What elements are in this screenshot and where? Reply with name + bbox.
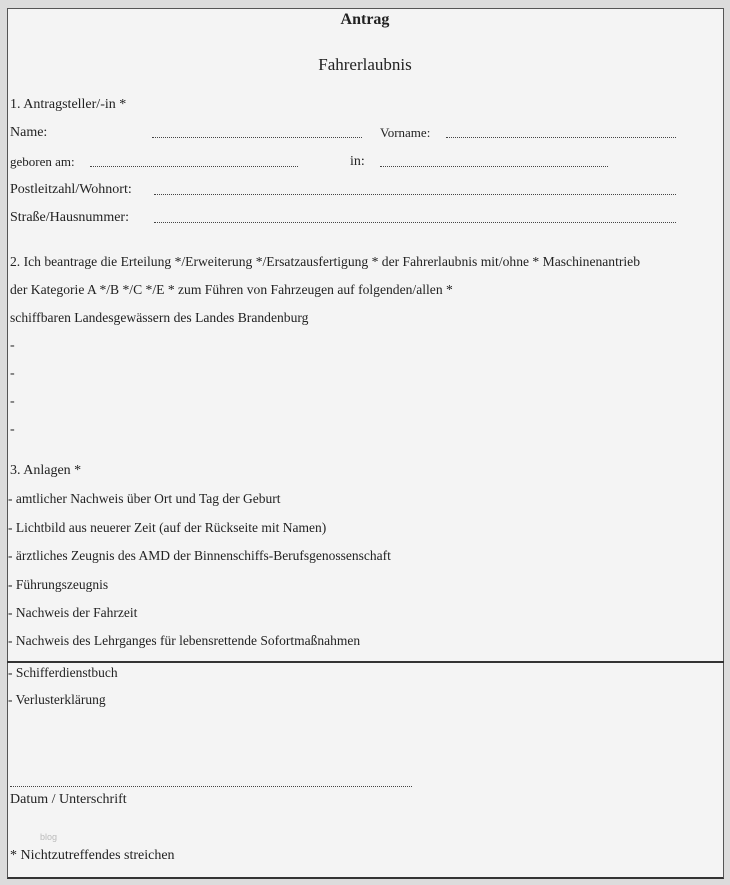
attachment-item: - Schifferdienstbuch [8, 665, 118, 680]
plz-field[interactable] [154, 194, 676, 195]
geburtsort-field[interactable] [380, 166, 608, 167]
strasse-label: Straße/Hausnummer: [10, 210, 129, 225]
geboren-field[interactable] [90, 166, 298, 167]
geburtsort-label: in: [350, 154, 365, 169]
signature-label: Datum / Unterschrift [10, 792, 127, 807]
vorname-field[interactable] [446, 137, 676, 138]
attachment-item: - Führungszeugnis [8, 577, 109, 592]
waterway-line: - [10, 338, 15, 353]
geboren-label: geboren am: [10, 154, 75, 169]
attachment-item: - Lichtbild aus neuerer Zeit (auf der Rückseite mit Namen) [8, 520, 327, 535]
section1-heading: 1. Antragsteller/-in * [10, 97, 127, 112]
form-title: Antrag [340, 11, 390, 28]
footnote: * Nichtzutreffendes streichen [10, 848, 175, 863]
waterway-line: - [10, 366, 15, 381]
vorname-label: Vorname: [380, 125, 431, 140]
form-subtitle: Fahrerlaubnis [318, 55, 412, 74]
attachment-item: - amtlicher Nachweis über Ort und Tag der Geburt [8, 491, 281, 506]
watermark: blog [40, 832, 58, 842]
section3-heading: 3. Anlagen * [10, 463, 82, 478]
waterway-line: - [10, 422, 15, 437]
waterway-line: - [10, 394, 15, 409]
divider [7, 661, 724, 663]
section2-line: der Kategorie A */B */C */E * zum Führen von Fahrzeugen auf folgenden/allen * [10, 282, 453, 297]
section2-line: 2. Ich beantrage die Erteilung */Erweiterung */Ersatzausfertigung * der Fahrerlaubnis mit/ohne * Maschinenantrieb [10, 254, 641, 269]
plz-label: Postleitzahl/Wohnort: [10, 182, 132, 197]
name-field[interactable] [152, 137, 362, 138]
name-label: Name: [10, 125, 48, 140]
section2-line: schiffbaren Landesgewässern des Landes Brandenburg [10, 310, 309, 325]
signature-field[interactable] [10, 786, 412, 787]
form-sheet [7, 8, 724, 879]
strasse-field[interactable] [154, 222, 676, 223]
attachment-item: - Verlusterklärung [8, 692, 106, 707]
attachment-item: - ärztliches Zeugnis des AMD der Binnenschiffs-Berufsgenossenschaft [8, 548, 391, 563]
attachment-item: - Nachweis der Fahrzeit [8, 605, 138, 620]
attachment-item: - Nachweis des Lehrganges für lebensrettende Sofortmaßnahmen [8, 633, 361, 648]
